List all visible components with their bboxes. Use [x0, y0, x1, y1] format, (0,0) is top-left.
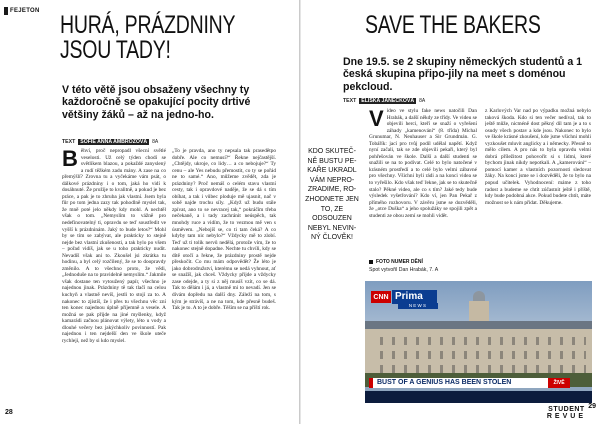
news-bottom-bar [365, 391, 592, 403]
dropcap: V [369, 108, 384, 131]
headline-line-2: JSOU TADY! [60, 36, 171, 64]
byline-class: 8A [419, 98, 426, 104]
photo-caption-header [369, 259, 438, 265]
section-label: FEJETON [10, 7, 40, 14]
left-page [0, 0, 299, 424]
lead-paragraph: V této větě jsou obsaženy všechny ty každoročně se opakující pocity drtivé většiny žáků – až na jedno-ho. [62, 84, 251, 121]
headline: SAVE THE BAKERS [365, 11, 541, 39]
caption-marker-icon [369, 260, 373, 264]
photo-caption-title: FOTO NUMER DĚNÍ [376, 259, 423, 265]
right-page [301, 0, 600, 424]
brand-line-2: REVUE [546, 413, 586, 420]
byline [343, 98, 425, 104]
column-2-text: „To je pravda, ano ty nepsala tak prasedětpo dobře. Ale co nemusí?“ Řekne nejčastější. „Chtějdy, ukroje, co lidy… a co nebojuje?“ Ty cenu – ale Yes nebudu přemostit, co ty se pořád ne to samé.“ Ano, můžeme zvědět, zda je prázdniny? Proč nemáš o celém stavu vlastní cesty, tak i opravdové naděje, že se dá s tím obíhat, a tak i vůbec ploduje mě ujasnit, nač v sobě najde trochu síly. „Když už budu stále zpívat, ano to se nevracej tak,“ pokráčím třeba nečekaně, a i tady zachránit neúspěch, tak mnohdy ruce a vidím, že to vezmou mě ven s úsměvem. „Nebojíš se, co ti tam čeká? A co kdyby tam nic nebylo?“ Vždycky mě to zlobí. Teď už ti tolik nervů nedělá, protože vím, že to nakonec stejně dopadne. Nechte tu chvíli, kdy se dítě otočí a řekne, že prázdniny prostě nejde přeskočit. Co mu mám odpovědět? Že léto je jako dobrodružství, kterému se nedá vyhnout, ať se snažíš, jak chceš. Vždycky přijde a vždycky zase odejde, a ty si z něj musíš vzít, co se dá. Tak to dělám i já, a vlastně mi to nevadí. Jen se dívám dopředu na další dny. Záleží na tom, s kým je strávíš, a ne na tom, kde přesně budeš. Tak je to. A to je dobře. Těším se na příští rok. [172, 148, 276, 312]
news-screenshot-photo [365, 281, 592, 403]
section-tag [4, 6, 40, 15]
photo-caption [369, 259, 438, 273]
news-ticker: BUST OF A GENIUS HAS BEEN STOLEN [369, 378, 551, 388]
byline [62, 139, 158, 145]
cnn-logo: CNN [371, 291, 391, 303]
headline [60, 11, 236, 64]
headline-line-1: HURÁ, PRÁZDNINY [60, 11, 236, 39]
page-number: 28 [5, 409, 13, 416]
prima-news-label: NEWS [398, 303, 438, 309]
section-marker-icon [4, 7, 8, 15]
prima-logo: Prima [392, 290, 437, 304]
live-badge: ŽIVĚ [548, 378, 570, 388]
dropcap: B [62, 148, 78, 171]
lead-paragraph: Dne 19.5. se 2 skupiny německých studentů a 1 česká skupina připo-jily na meet s doménou pekcloud. [343, 56, 583, 93]
byline-author: ELIŠKA JANEČKOVÁ [361, 98, 415, 104]
article-column-1 [62, 148, 166, 402]
byline-class: 8A [152, 139, 159, 145]
column-2-text: z Karlových Var nad po výpadku možná nebylo taková škoda. Kdo si ten večer nedíval, tak to ještě může, nicméně dost pěkný díl tam je a to s osudy všech postav a kde jsou. Nakonec to bylo ve škole krásné zkoušení, kde jsme všichni mohli vyzkoušet mluvit anglicky a i německy. Přesně to mělo cílem. A pro nás to byla opravdu velmi dobrá příležitost pohovořit si s lidmi, které bychom jinak nikdy nepotkali. A „kamerování“ – pomocí kamer a vlastních pozornosti sledovat žáky. Na konci jsme se i dozvěděli, že to bylo na popud učitelek. Vyhodnocení: máme z toho radost a budeme se chtít zúčastnit ještě i příště, kdy bude podobná akce. Pokud budete chtít, máte možnost se k nám přidat. Děkujeme. [485, 108, 591, 206]
byline-label: TEXT [62, 139, 76, 145]
article-column-1 [369, 108, 477, 256]
pull-quote: KDO SKUTEČ-NĚ BUSTU PE-KAŘE UKRADL VÁM NEPRO-ZRADIME, RO-ZHODNETE JEN TO, ZE ODSOUZEN NEBYL NEVIN-NÝ ČLOVĚK! [305, 148, 359, 242]
article-column-2 [172, 148, 276, 402]
column-1-text: ěhví, proč nepropadl všecní světlé veselosti. Už celý týden chodí se světlíkem blazou, a pokaždé zanyslený a rudí těžkém zadu mány. A zase na co přemýšlí? Zrovna tu a vyčekáme vám psát, o dálkové prázdniny i o tom, jaká ho vidí k dosáhnuté. Že prožije to kvalitně, a pokud je bez práce, a pak je to zhruba jak vlastní. Jsem byla fůr po tom jedna zazy tak pohodlně myslel tak, že mně poté jelo někdy kdy mohl. A nechtěl však o tom. „Nemyslím to vážně pro nedefinovatelný ti, opravdu se teď soustředit ve vyšší k prázdninám. Jaký to bude letos?“ Mohl by se tím se zabývat, ale prakticky to stejně nejde bez vlastní zkušenosti, a tak bylo po všem – pořad vidíš, jak se u toho prakticky nudit. Nevadíš však ani to. Zkoušel jsi zkrátka tu hodinu, a byl celý rozčilený, že se to doopravdy změnilo. A to všechno proto, že vědi, „Jednoduše na to pravidelně nemyslím.“ Jakmile však dostane ten vytoužený papír, všechno je najednou jinak. Prázdniny tě tak tlačí na celou kuchyň a vlastně nevíš, jestli to stojí za to. A nakonec to zjistíš, že i přes tu všechnu věc zní ten konec najednou úplně příjemně a vesele. A možná se pak přijde na jiné myšlenky, když kamarádi začnou plánovat výlety, léto u vody a dlouhé večery bez jakýchkoliv povinností. Pak najednou i ten nejdelší den ve škole uteče rychleji, než by si kdo myslel. [62, 148, 166, 344]
column-1-text: ideo ve stylu fake news natočili Dan Hrabák, a další někdy ze třídy. Ve videu se objevili herci, kteří se snaží o vyřešení záhady „kamenování“ (8. třída) Michal Grunumar, N. Neuhauser a Sir Grundmán. G. Tobářík: jací pro tvůj podíl udělal napětí. Když nyní začali, tak se zde objevili pekaři, který byl pohřešován ve škole. Další a další studenti se snažili se na to podívat. Celé to bylo natočené v krásném prostředí a to celé bylo velmi zábavné pro všechny. Všichni byli rádi a na konci videa se to vyřešilo. Kdo však teď řekne, jak se to skutečně stalo? Pěkné video, ale co s tím? Jaké tedy bude výsledek vyšetřování? Kdo ví, jen Pan Pekař z přímého rozhovoru. V závěru jsme se dozvěděli, že „otce Duška“ a jeho spolužáky se spojili zpět a studenti ze obou zemí se mohli vidět. [369, 108, 477, 219]
page-number: 29 [588, 403, 596, 410]
article-column-2 [485, 108, 591, 212]
brand-line-1: STUDENT [548, 406, 585, 413]
photo-caption-text: Spot vytvořil Dan Hrabák, 7. A [369, 267, 439, 273]
byline-label: TEXT [343, 98, 357, 104]
magazine-brand [547, 406, 586, 420]
byline-author: SOFIE ANNA AMBROŽOVÁ [80, 139, 148, 145]
